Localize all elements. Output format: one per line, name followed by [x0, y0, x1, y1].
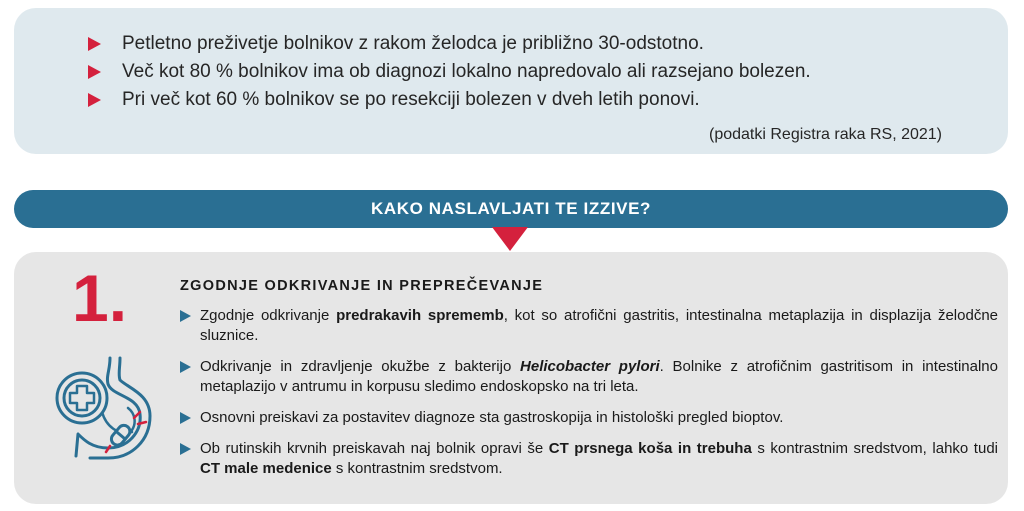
item-emphasis: Helicobacter pylori [520, 358, 660, 375]
list-item [88, 58, 811, 86]
statistics-box [14, 8, 1008, 154]
item-text: Zgodnje odkrivanje [200, 307, 337, 324]
bullet-arrow-icon [180, 443, 191, 455]
bullet-arrow-icon [88, 93, 101, 107]
item-text: Osnovni preiskavi za postavitev diagnoze sta gastroskopija in histološki pregled bioptov. [200, 409, 784, 426]
list-item [88, 30, 811, 58]
recommendation-list [180, 306, 998, 490]
item-text: s kontrastnim sredstvom. [331, 460, 503, 477]
item-text: Odkrivanje in zdravljenje okužbe z bakterijo [200, 358, 521, 375]
bullet-arrow-icon [180, 361, 191, 373]
stat-text: Petletno preživetje bolnikov z rakom želodca je približno 30-odstotno. [122, 33, 704, 54]
item-text: s kontrastnim sredstvom, lahko tudi [751, 440, 998, 457]
item-text: . Bolnike z atrofičnim gastritisom in intestinalno metaplazijo v antrumu in korpusu sledimo endoskopsko na tri leta. [200, 358, 998, 395]
list-item [180, 306, 998, 346]
stat-text: Več kot 80 % bolnikov ima ob diagnozi lokalno napredovalo ali razsejano bolezen. [122, 61, 811, 82]
section-box [14, 252, 1008, 504]
item-emphasis: predrakavih sprememb [336, 307, 504, 324]
stomach-medical-icon [48, 352, 158, 462]
source-note: (podatki Registra raka RS, 2021) [709, 126, 942, 143]
banner-pointer-icon [492, 227, 528, 251]
item-emphasis: CT prsnega koša in trebuha [548, 440, 752, 457]
item-text: Ob rutinskih krvnih preiskavah naj bolnik opravi še [200, 440, 549, 457]
step-number: 1. [72, 261, 128, 335]
list-item [180, 439, 998, 479]
bullet-arrow-icon [180, 412, 191, 424]
section-banner: KAKO NASLAVLJATI TE IZZIVE? [14, 190, 1008, 228]
list-item [180, 357, 998, 397]
item-text: , kot so atrofični gastritis, intestinalna metaplazija in displazija želodčne sluznice. [200, 307, 998, 344]
bullet-arrow-icon [88, 37, 101, 51]
list-item [180, 408, 998, 428]
statistics-list [88, 30, 811, 114]
list-item [88, 86, 811, 114]
bullet-arrow-icon [180, 310, 191, 322]
stat-text: Pri več kot 60 % bolnikov se po resekciji bolezen v dveh letih ponovi. [122, 89, 700, 110]
bullet-arrow-icon [88, 65, 101, 79]
section-title: ZGODNJE ODKRIVANJE IN PREPREČEVANJE [180, 278, 544, 294]
item-emphasis: CT male medenice [200, 460, 332, 477]
